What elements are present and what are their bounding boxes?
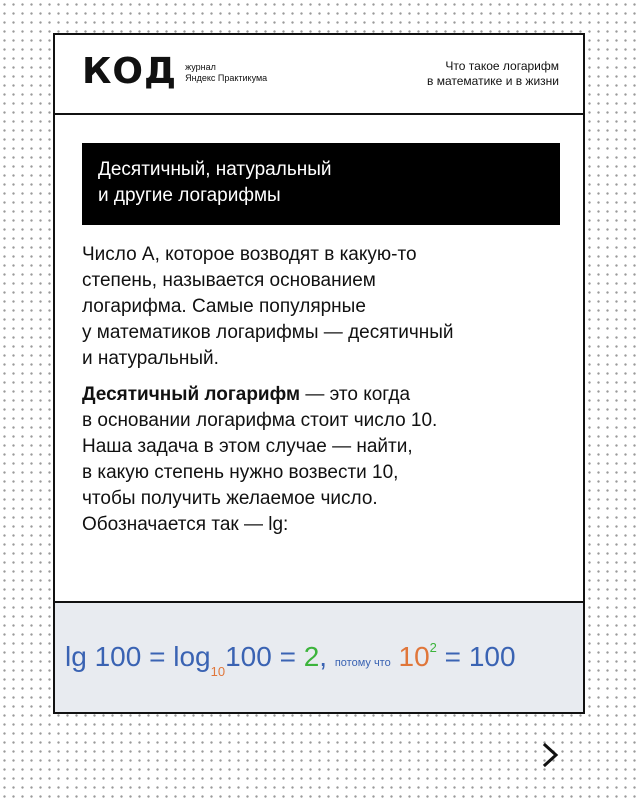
formula-band: [55, 601, 583, 712]
formula-pow-exp: 2: [429, 640, 437, 655]
paragraph-line: Обозначается так — lg:: [82, 514, 289, 535]
formula-lg: lg: [65, 641, 87, 672]
paragraph-base: [82, 242, 562, 372]
paragraph-line: степень, называется основанием: [82, 270, 376, 291]
formula-comma: ,: [319, 641, 328, 672]
section-heading-line-1: Десятичный, натуральный: [98, 159, 332, 180]
paragraph-line: в основании логарифма стоит число 10.: [82, 410, 438, 431]
logo: [82, 52, 267, 92]
formula-result: 2: [303, 641, 320, 672]
section-heading: [82, 143, 560, 225]
paragraph-line: в какую степень нужно возвести 10,: [82, 462, 399, 483]
header: [55, 35, 583, 115]
article-title-line-2: в математике и в жизни: [427, 74, 559, 88]
formula-eq3: =: [444, 641, 462, 672]
formula-arg2: 100: [225, 641, 272, 672]
paragraph-line: Число А, которое возводят в какую-то: [82, 244, 417, 265]
content-card: [53, 33, 585, 714]
section-heading-line-2: и другие логарифмы: [98, 185, 281, 206]
paragraph-line: логарифма. Самые популярные: [82, 296, 366, 317]
article-title: [427, 59, 559, 89]
formula-pow-base: 10: [398, 641, 430, 672]
paragraph-line: [82, 382, 562, 408]
formula-arg1: 100: [94, 641, 142, 672]
formula-base: 10: [210, 664, 226, 679]
formula-log: log: [173, 641, 211, 672]
paragraph-line-rest: — это когда: [300, 384, 411, 405]
term-decimal-log: Десятичный логарифм: [82, 384, 301, 405]
paragraph-line: у математиков логарифмы — десятичный: [82, 322, 454, 343]
paragraph-decimal-log: [82, 382, 562, 538]
article-title-line-1: Что такое логарифм: [445, 59, 559, 73]
logo-mark: КОД: [82, 51, 178, 92]
chevron-right-icon[interactable]: [540, 742, 562, 768]
formula-pow-result: 100: [468, 641, 516, 672]
body-text: [82, 242, 562, 548]
paragraph-line: Наша задача в этом случае — найти,: [82, 436, 413, 457]
formula-because: потому что: [334, 657, 391, 669]
paragraph-line: чтобы получить желаемое число.: [82, 488, 378, 509]
formula-eq2: =: [279, 641, 296, 672]
paragraph-line: и натуральный.: [82, 348, 219, 369]
formula-eq1: =: [149, 641, 166, 672]
logo-subtitle-line-2: Яндекс Практикума: [185, 73, 268, 83]
logo-subtitle: [185, 62, 267, 84]
formula: [65, 639, 516, 681]
logo-subtitle-line-1: журнал: [185, 62, 216, 72]
